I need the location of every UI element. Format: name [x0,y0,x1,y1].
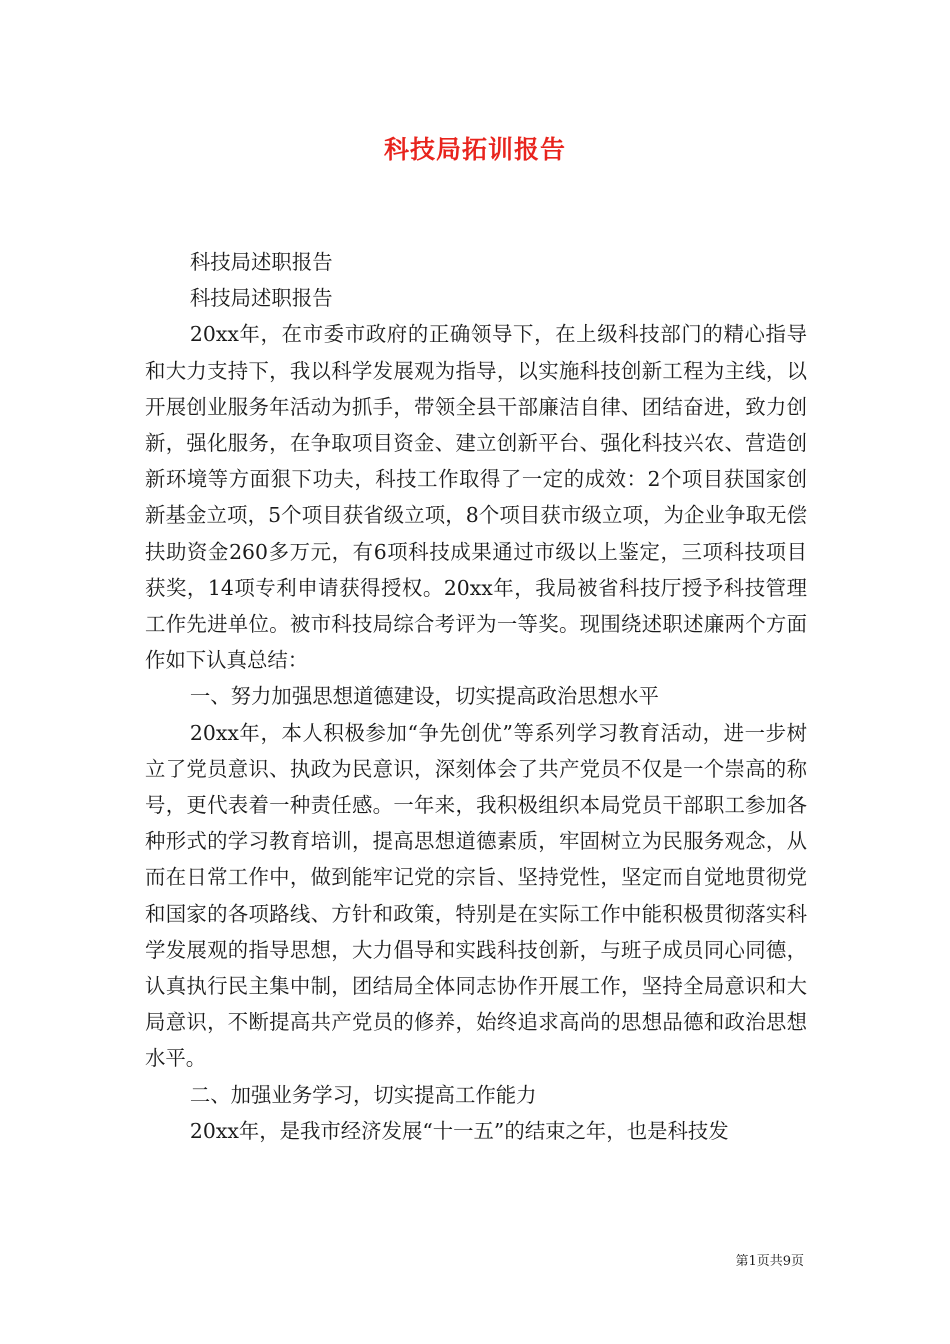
paragraph: 20xx年，在市委市政府的正确领导下，在上级科技部门的精心指导和大力支持下，我以科学发展观为指导，以实施科技创新工程为主线，以开展创业服务年活动为抓手，带领全县干部廉洁自律、团结奋进，致力创新，强化服务，在争取项目资金、建立创新平台、强化科技兴农、营造创新环境等方面狠下功夫，科技工作取得了一定的成效：2个项目获国家创新基金立项，5个项目获省级立项，8个项目获市级立项，为企业争取无偿扶助资金260多万元，有6项科技成果通过市级以上鉴定，三项科技项目获奖，14项专利申请获得授权。20xx年，我局被省科技厅授予科技管理工作先进单位。被市科技局综合考评为一等奖。现围绕述职述廉两个方面作如下认真总结： [145,322,807,673]
paragraph: 20xx年，是我市经济发展“十一五”的结束之年，也是科技发 [189,1118,729,1143]
document-body [145,244,807,1149]
paragraph: 科技局述职报告 [189,250,333,274]
page-number: 第1页共9页 [735,1254,804,1269]
section-heading: 二、加强业务学习，切实提高工作能力 [189,1082,537,1107]
paragraph: 科技局述职报告 [189,286,333,311]
document-title: 科技局拓训报告 [383,135,566,164]
section-heading: 一、努力加强思想道德建设，切实提高政治思想水平 [189,684,659,709]
paragraph: 20xx年，本人积极参加“争先创优”等系列学习教育活动，进一步树立了党员意识、执政为民意识，深刻体会了共产党员不仅是一个崇高的称号，更代表着一种责任感。一年来，我积极组织本局党员干部职工参加各种形式的学习教育培训，提高思想道德素质，牢固树立为民服务观念，从而在日常工作中，做到能牢记党的宗旨、坚持党性，坚定而自觉地贯彻党和国家的各项路线、方针和政策，特别是在实际工作中能积极贯彻落实科学发展观的指导思想，大力倡导和实践科技创新，与班子成员同心同德，认真执行民主集中制，团结局全体同志协作开展工作，坚持全局意识和大局意识，不断提高共产党员的修养，始终追求高尚的思想品德和政治思想水平。 [145,720,807,1071]
